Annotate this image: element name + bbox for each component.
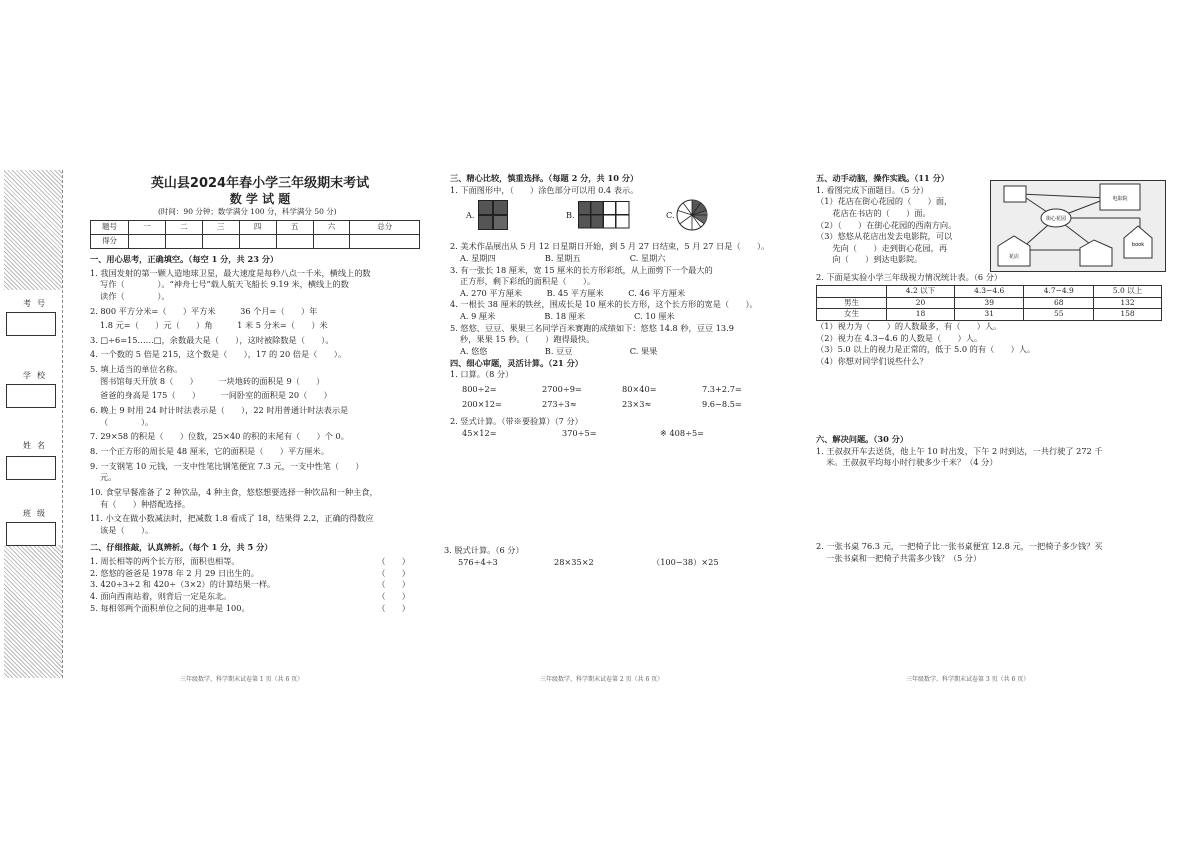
question-line: 秒，果果 15 秒。（ ）跑得最快。 xyxy=(460,334,595,345)
town-map-figure[interactable] xyxy=(990,180,1166,272)
section-4-heading: 四、细心审题，灵活计算。（21 分） xyxy=(450,357,583,368)
judge-item xyxy=(90,603,410,615)
section-5-heading: 五、动手动脑，操作实践。（11 分） xyxy=(816,173,949,183)
section-3-heading: 三、精心比较，慎重选择。（每题 2 分，共 10 分） xyxy=(450,173,639,183)
question-line: （1）花店在街心花园的（ ）面， xyxy=(816,196,953,207)
question-line: 8. 一个正方形的周长是 48 厘米，它的面积是（ ）平方厘米。 xyxy=(90,445,329,456)
figure-c-circle[interactable] xyxy=(676,199,708,231)
oral-calc-heading: 1. 口算。（8 分） xyxy=(450,369,514,380)
exam-subtitle: 数 学 试 题 xyxy=(229,192,291,206)
question-line: 2. 一张书桌 76.3 元，一把椅子比一张书桌便宜 12.8 元，一把椅子多少钱？买 xyxy=(816,541,1103,551)
oral-item: 2700÷9= xyxy=(542,383,582,394)
vision-head-cell: 5.0 以上 xyxy=(1094,286,1162,298)
score-head-cell: 六 xyxy=(313,221,350,235)
score-head-cell: 三 xyxy=(202,221,239,235)
judge-answer-paren[interactable]: （ ） xyxy=(377,602,410,613)
oral-calc-row xyxy=(450,399,785,411)
question-line: 1. 我国发射的第一颗人造地球卫星，最大速度是每秒八点一千米，横线上的数 xyxy=(90,267,371,278)
vision-head-cell: 4.7−4.9 xyxy=(1024,286,1094,298)
vision-table xyxy=(816,285,1162,321)
question-line: （3）悠悠从花店出发去电影院，可以 xyxy=(816,231,953,242)
figure-b-rect-grid[interactable] xyxy=(578,201,630,229)
section-6-block xyxy=(816,434,1166,469)
score-cell[interactable] xyxy=(129,235,166,249)
oral-item: 800÷2= xyxy=(462,383,497,394)
question-line: 米。王叔叔平均每小时行驶多少千米？（4 分） xyxy=(826,457,998,468)
school-field[interactable] xyxy=(6,384,56,408)
step-calc-block xyxy=(444,545,774,568)
vision-cell: 39 xyxy=(954,297,1024,309)
choice-figures xyxy=(450,196,785,238)
judge-text: 5. 每相邻两个面积单位之间的进率是 100。 xyxy=(90,602,250,613)
score-cell[interactable] xyxy=(202,235,239,249)
option-c-label: C. xyxy=(666,210,675,221)
judge-text: 1. 周长相等的两个长方形，面积也相等。 xyxy=(90,556,240,567)
vision-cell: 132 xyxy=(1094,297,1162,309)
question-line: （ ）。 xyxy=(100,416,154,427)
oral-item: 200×12= xyxy=(462,398,502,409)
question-line: 5. 填上适当的单位名称。 xyxy=(90,364,183,375)
score-row-label: 得分 xyxy=(91,235,129,249)
oral-item: 273÷3≈ xyxy=(542,398,577,409)
question-line: （2）（ ）在街心花园的西南方向。 xyxy=(816,219,957,230)
question-line: 5. 悠悠、豆豆、果果三名同学百米赛跑的成绩如下：悠悠 14.8 秒，豆豆 13.9 xyxy=(450,322,734,333)
question-line: 花店在书店的（ ）面。 xyxy=(816,207,931,218)
options-line: A. 9 厘米 B. 18 厘米 C. 10 厘米 xyxy=(460,311,675,322)
class-field[interactable] xyxy=(6,522,56,546)
question-line: 写作（ ）。“神舟七号”载人航天飞船长 9.19 米，横线上的数 xyxy=(100,279,349,290)
exam-title: 英山县2024年春小学三年级期末考试 xyxy=(150,176,370,191)
judge-text: 3. 420÷3÷2 和 420÷（3×2）的计算结果一样。 xyxy=(90,579,276,590)
score-head-cell: 四 xyxy=(239,221,276,235)
question-line: 3. 有一张长 18 厘米，宽 15 厘米的长方形彩纸，从上面剪下一个最大的 xyxy=(450,264,713,275)
question-line: 4. 一个数的 5 倍是 215，这个数是（ ），17 的 20 倍是（ ）。 xyxy=(90,349,347,360)
vision-table-intro: 2. 下面是实验小学三年级视力情况统计表。（6 分） xyxy=(816,272,1003,282)
score-head-cell: 五 xyxy=(276,221,313,235)
bookstore-label: book xyxy=(1131,242,1145,248)
step-calc-heading: 3. 脱式计算。（6 分） xyxy=(444,545,524,555)
vision-row-label: 男生 xyxy=(817,297,887,309)
oral-item: 9.6−8.5= xyxy=(702,398,742,409)
question-line: 一张书桌和一把椅子共需多少钱？（5 分） xyxy=(826,552,982,563)
exam-number-label: 考号 xyxy=(23,299,51,308)
question-line: 1. 下面图形中，（ ）涂色部分可以用 0.4 表示。 xyxy=(450,184,639,195)
question-line: 11. 小文在做小数减法时，把减数 1.8 看成了 18，结果得 2.2，正确的得数应 xyxy=(90,513,374,524)
page3-footer: 三年级数学、科学期末试卷第 3 页（共 6 页） xyxy=(906,676,1030,683)
class-label: 班级 xyxy=(23,509,51,518)
page3-top xyxy=(816,173,986,266)
question-line: 1.8 元=（ ）元（ ）角 1 米 5 分米=（ ）米 xyxy=(100,320,328,331)
question-line: 有（ ）种搭配选择。 xyxy=(100,498,191,509)
step-calc-row xyxy=(444,557,774,569)
cinema-label: 电影院 xyxy=(1112,196,1128,202)
question-line: （1）视力为（ ）的人数最多，有（ ）人。 xyxy=(816,321,1002,331)
page1-footer: 三年级数学、科学期末试卷第 1 页（共 6 页） xyxy=(180,676,304,683)
judge-text: 4. 面向西南站着，则背后一定是东北。 xyxy=(90,591,232,602)
question-line: 向（ ）到达电影院。 xyxy=(816,254,923,265)
vision-cell: 31 xyxy=(954,309,1024,321)
judge-answer-paren[interactable]: （ ） xyxy=(377,591,410,602)
option-b-label: B. xyxy=(566,210,575,221)
question-line: 爸爸的身高是 175（ ） 一间卧室的面积是 20（ ） xyxy=(100,390,332,401)
judge-answer-paren[interactable]: （ ） xyxy=(377,579,410,590)
exam-number-field[interactable] xyxy=(6,312,56,336)
judge-item xyxy=(90,568,410,580)
section-2-heading: 二、仔细推敲，认真辨析。（每个 1 分，共 5 分） xyxy=(90,542,273,553)
judge-item xyxy=(90,579,410,591)
binding-strip-top xyxy=(4,170,62,290)
flower-shop-label: 花店 xyxy=(1008,254,1020,260)
page2-footer: 三年级数学、科学期末试卷第 2 页（共 6 页） xyxy=(540,676,664,683)
step-item: 28×35×2 xyxy=(554,556,594,567)
score-cell[interactable] xyxy=(165,235,202,249)
oral-item: 23×3≈ xyxy=(622,398,652,409)
question-line: 6. 晚上 9 时用 24 时计时法表示是（ ），22 时用普通计时法表示是 xyxy=(90,405,349,416)
question-line: 2. 800 平方分米=（ ）平方米 36 个月=（ ）年 xyxy=(90,305,318,316)
judge-answer-paren[interactable]: （ ） xyxy=(377,556,410,567)
question-line: 3. □÷6=15……□，余数最大是（ ），这时被除数是（ ）。 xyxy=(90,334,334,345)
score-head-cell: 二 xyxy=(165,221,202,235)
question-line: 9. 一支钢笔 10 元钱，一支中性笔比钢笔便宜 7.3 元，一支中性笔（ ） xyxy=(90,460,364,471)
center-garden-label: 街心花园 xyxy=(1045,216,1067,222)
vertical-item: 45×12= xyxy=(462,427,497,438)
question-line: （2）视力在 4.3−4.6 的人数是（ ）人。 xyxy=(816,332,983,343)
question-line: 元。 xyxy=(100,472,117,483)
question-line: 4. 一根长 38 厘米的铁丝，围成长是 10 厘米的长方形，这个长方形的宽是（ ）。 xyxy=(450,299,758,310)
score-cell[interactable] xyxy=(313,235,350,249)
name-label: 姓名 xyxy=(23,441,51,450)
vision-head-cell xyxy=(817,286,887,298)
score-head-cell: 题号 xyxy=(91,221,129,235)
vision-cell: 20 xyxy=(887,297,955,309)
vision-cell: 18 xyxy=(887,309,955,321)
name-field[interactable] xyxy=(6,456,56,480)
vision-head-cell: 4.3−4.6 xyxy=(954,286,1024,298)
section-1-heading: 一、用心思考，正确填空。（每空 1 分，共 23 分） xyxy=(90,254,279,264)
vertical-calc-row xyxy=(450,428,785,440)
score-cell[interactable] xyxy=(239,235,276,249)
question-line: 图书馆每天开放 8（ ） 一块地砖的面积是 9（ ） xyxy=(100,375,325,386)
question-line: 该是（ ）。 xyxy=(100,524,154,535)
page3-bottom xyxy=(816,321,1166,368)
vertical-calc-heading: 2. 竖式计算。（带※要验算）（7 分） xyxy=(450,416,583,427)
vision-cell: 55 xyxy=(1024,309,1094,321)
score-head-cell: 总分 xyxy=(350,221,420,235)
oral-item: 80×40= xyxy=(622,383,657,394)
option-a-label: A. xyxy=(466,210,475,221)
vision-head-cell: 4.2 以下 xyxy=(887,286,955,298)
question-line: （3）5.0 以上的视力是正常的，低于 5.0 的有（ ）人。 xyxy=(816,344,1036,355)
step-item: 576÷4÷3 xyxy=(458,556,498,567)
judge-item xyxy=(90,591,410,603)
options-line: A. 270 平方厘米 B. 45 平方厘米 C. 46 平方厘米 xyxy=(460,287,686,298)
vision-cell: 68 xyxy=(1024,297,1094,309)
question-line: 1. 看图完成下面题目。（5 分） xyxy=(816,184,929,195)
score-cell[interactable] xyxy=(350,235,420,249)
score-cell[interactable] xyxy=(276,235,313,249)
binding-dash-line xyxy=(62,170,63,678)
vertical-item: ※ 408÷5= xyxy=(660,427,705,438)
oral-calc-row xyxy=(450,384,785,396)
figure-a-square-grid[interactable] xyxy=(478,200,508,230)
options-line: A. 悠悠 B. 豆豆 C. 果果 xyxy=(460,346,658,357)
school-label: 学校 xyxy=(23,371,51,380)
oral-item: 7.3+2.7= xyxy=(702,383,742,394)
judge-item xyxy=(90,556,410,568)
binding-strip-bottom xyxy=(4,545,62,678)
question-line: 读作（ ）。 xyxy=(100,290,170,301)
question-line: 1. 王叔叔开车去送货，他上午 10 时出发，下午 2 时到达，一共行驶了 272 千 xyxy=(816,445,1103,456)
question-line: 7. 29×58 的积是（ ）位数，25×40 的积的末尾有（ ）个 0。 xyxy=(90,431,349,442)
question-line: 10. 食堂早餐准备了 2 种饮品，4 种主食，悠悠想要选择一种饮品和一种主食， xyxy=(90,486,378,497)
page1-body xyxy=(90,254,430,614)
question-line: （4）你想对同学们说些什么？ xyxy=(816,355,928,366)
building-top-left xyxy=(1004,186,1026,202)
vision-row-label: 女生 xyxy=(817,309,887,321)
question-line: 正方形，剩下彩纸的面积是（ ）。 xyxy=(460,276,596,287)
page2-body xyxy=(450,173,785,440)
exam-info: (时间：90 分钟；数学满分 100 分，科学满分 50 分) xyxy=(158,207,337,216)
vertical-item: 370÷5= xyxy=(562,427,597,438)
problem-2-block xyxy=(816,541,1166,564)
question-line: 先向（ ）走到街心花园，再 xyxy=(816,242,948,253)
step-item: （100−38）×25 xyxy=(652,556,719,567)
score-table xyxy=(90,220,420,249)
judge-answer-paren[interactable]: （ ） xyxy=(377,567,410,578)
vision-cell: 158 xyxy=(1094,309,1162,321)
judge-text: 2. 悠悠的爸爸是 1978 年 2 月 29 日出生的。 xyxy=(90,567,259,578)
section-6-heading: 六、解决问题。（30 分） xyxy=(816,434,909,444)
score-head-cell: 一 xyxy=(129,221,166,235)
question-line: 2. 美术作品展出从 5 月 12 日星期日开始，到 5 月 27 日结束，5 月 27 日是（ ）。 xyxy=(450,241,770,252)
options-line: A. 星期四 B. 星期五 C. 星期六 xyxy=(460,252,666,263)
